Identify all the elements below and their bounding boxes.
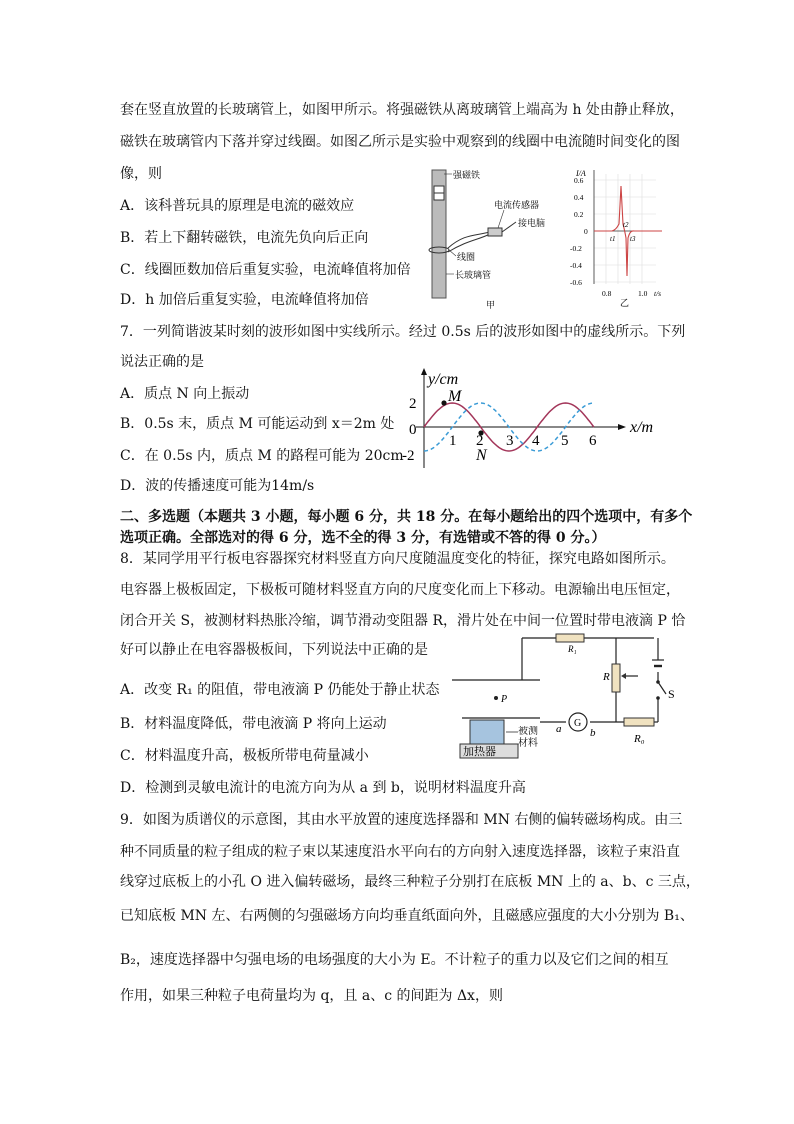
q7-line-2: 说法正确的是: [120, 354, 204, 370]
yi-ytick: 0: [584, 227, 588, 236]
label-r1: R₁: [568, 644, 577, 654]
q6-option-c: C．线圈匝数加倍后重复实验，电流峰值将加倍: [120, 262, 411, 278]
caption-jia: 甲: [486, 300, 496, 310]
label-sensor: 电流传感器: [494, 200, 540, 210]
q8-option-b: B．材料温度降低，带电液滴 P 将向上运动: [120, 716, 387, 732]
droplet-p: [494, 696, 498, 700]
q6-line-2: 磁铁在玻璃管内下落并穿过线圈。如图乙所示是实验中观察到的线圈中电流随时间变化的图: [120, 134, 680, 150]
q8-line-3: 闭合开关 S，被测材料热胀冷缩，调节滑动变阻器 R，滑片处在中间一位置时带电液滴 P 恰: [120, 613, 686, 629]
q6-line-1: 套在竖直放置的长玻璃管上，如图甲所示。将强磁铁从离玻璃管上端高为 h 处由静止释放，: [120, 102, 684, 118]
label-s: S: [668, 687, 675, 701]
q8-line-4: 好可以静止在电容器极板间，下列说法中正确的是: [120, 642, 428, 658]
label-computer: 接电脑: [518, 218, 546, 228]
circuit-diagram: [448, 624, 688, 766]
label-r: R: [603, 671, 610, 683]
label-magnet: 强磁铁: [453, 170, 481, 180]
label-m: M: [448, 388, 462, 405]
yi-ytick: 0.2: [574, 210, 584, 219]
wave-xtick: 5: [561, 433, 569, 449]
q9-line-5: B₂，速度选择器中匀强电场的电场强度的大小为 E。不计粒子的重力以及它们之间的相互: [120, 952, 669, 968]
q8-option-a: A．改变 R₁ 的阻值，带电液滴 P 仍能处于静止状态: [120, 682, 440, 698]
q9-line-1: 9．如图为质谱仪的示意图，其由水平放置的速度选择器和 MN 右侧的偏转磁场构成。由三: [120, 812, 683, 828]
figure-jia: [424, 164, 564, 312]
label-n: N: [476, 447, 487, 464]
label-a: a: [556, 723, 562, 735]
yi-mark-t1: t1: [610, 235, 616, 243]
yi-xtick: 1.0: [638, 289, 648, 298]
section-2-line-2: 选项正确。全部选对的得 6 分，选不全的得 3 分，有选错或不答的得 0 分。）: [120, 530, 606, 546]
wave-xtick: 4: [532, 433, 540, 449]
q7-option-d: D．波的传播速度可能为14m/s: [120, 478, 315, 494]
yi-ytick: -0.2: [570, 244, 582, 253]
material-block: [470, 720, 504, 744]
yi-xlabel: t/s: [654, 289, 662, 298]
q7-option-a: A．质点 N 向上振动: [120, 386, 250, 402]
q6-option-b: B．若上下翻转磁铁，电流先负向后正向: [120, 230, 369, 246]
section-2-line-1: 二、多选题（本题共 3 小题，每小题 6 分，共 18 分。在每小题给出的四个选项中，有多个: [120, 509, 693, 525]
label-p: P: [501, 694, 508, 705]
wave-xtick: 6: [589, 433, 597, 449]
yi-ytick: 0.4: [574, 193, 584, 202]
yi-ytick: 0.6: [574, 176, 584, 185]
label-material: 被测材料: [518, 726, 538, 749]
figure-yi: [566, 166, 670, 312]
q8-option-c: C．材料温度升高，极板所带电荷量减小: [120, 748, 369, 764]
q8-option-d: D．检测到灵敏电流计的电流方向为从 a 到 b，说明材料温度升高: [120, 780, 526, 796]
caption-yi: 乙: [620, 298, 630, 308]
q9-line-2: 种不同质量的粒子组成的粒子束以某速度沿水平向右的方向射入速度选择器，该粒子束沿直: [120, 844, 680, 860]
q6-option-a: A．该科普玩具的原理是电流的磁效应: [120, 198, 355, 214]
label-coil: 线圈: [457, 252, 476, 262]
sensor-icon: [488, 228, 502, 236]
yi-ylabel: I/A: [576, 169, 586, 178]
q7-line-1: 7．一列简谐波某时刻的波形如图中实线所示。经过 0.5s 后的波形如图中的虚线所示。下列: [120, 324, 686, 340]
q8-line-1: 8．某同学用平行板电容器探究材料竖直方向尺度随温度变化的特征，探究电路如图所示。: [120, 551, 675, 567]
q7-option-c: C．在 0.5s 内，质点 M 的路程可能为 20cm: [120, 448, 404, 464]
q6-option-d: D．h 加倍后重复实验，电流峰值将加倍: [120, 292, 369, 308]
wave-ylabel: y/cm: [428, 371, 459, 388]
resistor-r0: [624, 718, 654, 726]
q6-line-3: 像，则: [120, 166, 162, 182]
label-g: G: [574, 718, 582, 729]
yi-ytick: -0.4: [570, 261, 582, 270]
q9-line-6: 作用，如果三种粒子电荷量均为 q，且 a、c 的间距为 Δx，则: [120, 988, 503, 1004]
q7-option-b: B．0.5s 末，质点 M 可能运动到 x＝2m 处: [120, 416, 395, 432]
wave-xtick: 3: [506, 433, 514, 449]
point-m: [441, 400, 446, 405]
label-r0: R₀: [634, 733, 645, 745]
q9-line-3: 线穿过底板上的小孔 O 进入偏转磁场，最终三种粒子分别打在底板 MN 上的 a、b、c 三点，: [120, 874, 700, 890]
label-tube: 长玻璃管: [455, 270, 492, 280]
label-heater: 加热器: [463, 746, 496, 758]
yi-mark-t2: t2: [623, 221, 629, 229]
wave-ytick: 0: [409, 422, 417, 438]
wave-graph: [394, 364, 664, 474]
yi-mark-t3: t3: [630, 235, 636, 243]
wave-xlabel: x/m: [630, 419, 654, 436]
wave-ytick: -2: [402, 448, 415, 464]
yi-xtick: 0.8: [602, 289, 612, 298]
wave-xtick: 2: [476, 433, 484, 449]
resistor-r1: [556, 634, 584, 642]
label-b: b: [590, 727, 596, 739]
wave-ytick: 2: [409, 396, 417, 412]
q8-line-2: 电容器上极板固定，下极板可随材料竖直方向的尺度变化而上下移动。电源输出电压恒定，: [120, 582, 680, 598]
yi-ytick: -0.6: [570, 278, 582, 287]
wave-xtick: 1: [449, 433, 457, 449]
q9-line-4: 已知底板 MN 左、右两侧的匀强磁场方向均垂直纸面向外，且磁感应强度的大小分别为 B₁、: [120, 908, 694, 924]
rheostat-r: [612, 664, 620, 692]
switch-s: [658, 682, 666, 694]
